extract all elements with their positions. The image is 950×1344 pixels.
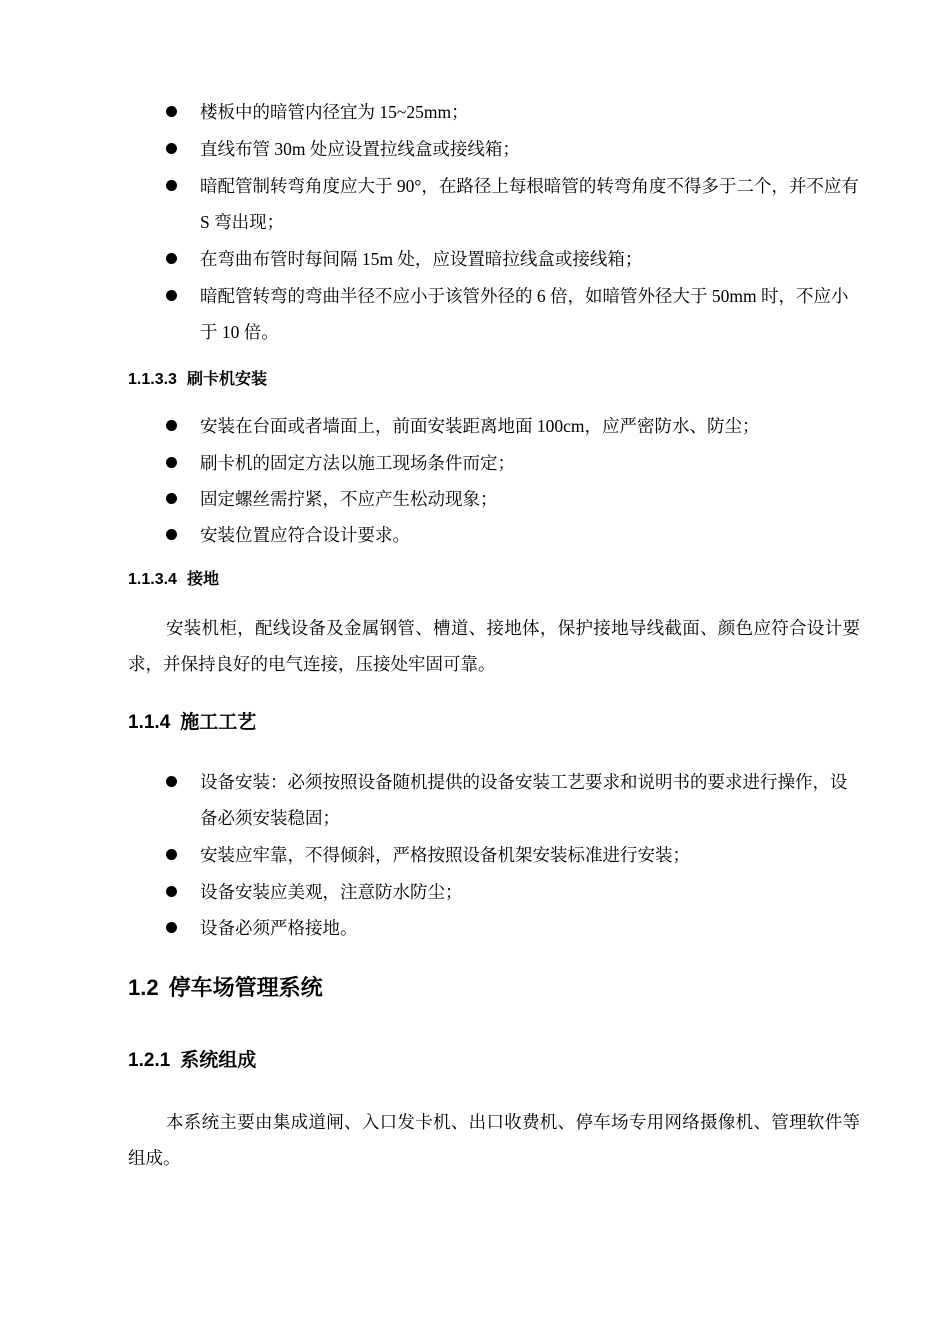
bullet-icon: [166, 886, 177, 897]
section-number: 1.1.3.3: [128, 371, 177, 388]
section-title: 停车场管理系统: [168, 975, 323, 1000]
section-number: 1.1.4: [128, 712, 171, 733]
list-item: [162, 481, 862, 517]
paragraph-grounding: 安装机柜，配线设备及金属钢管、槽道、接地体，保护接地导线截面、颜色应符合设计要求，并保持良好的电气连接，压接处牢固可靠。: [128, 618, 860, 674]
list-item: [162, 94, 862, 130]
bullet-icon: [166, 106, 177, 117]
section-title: 系统组成: [180, 1050, 257, 1071]
section-heading-1134: [128, 568, 219, 592]
bullet-icon: [166, 457, 177, 468]
section-title: 刷卡机安装: [186, 371, 267, 388]
bullet-icon: [166, 420, 177, 431]
section-title: 接地: [186, 571, 219, 588]
list-item-text: 直线布管 30m 处应设置拉线盒或接线箱；: [200, 139, 520, 159]
list-item-text: 在弯曲布管时每间隔 15m 处，应设置暗拉线盒或接线箱；: [200, 249, 643, 269]
list-item: [162, 874, 862, 910]
list-item: [162, 445, 862, 481]
list-item-text: 安装应牢靠，不得倾斜，严格按照设备机架安装标准进行安装；: [200, 845, 690, 865]
section-heading-1133: [128, 368, 267, 392]
list-item: [162, 168, 862, 240]
section-heading-114: [128, 709, 256, 737]
list-item: [162, 241, 862, 277]
section-title: 施工工艺: [180, 712, 257, 733]
list-item-text: 楼板中的暗管内径宜为 15~25mm；: [200, 102, 469, 122]
list-item-text: 暗配管制转弯角度应大于 90°，在路径上每根暗管的转弯角度不得多于二个，并不应有 S 弯出现；: [200, 176, 859, 232]
bullet-icon: [166, 776, 177, 787]
list-item-text: 设备必须严格接地。: [200, 918, 358, 938]
list-item-text: 固定螺丝需拧紧，不应产生松动现象；: [200, 489, 498, 509]
bullet-icon: [166, 290, 177, 301]
list-item: [162, 837, 862, 873]
list-item-text: 设备安装：必须按照设备随机提供的设备安装工艺要求和说明书的要求进行操作，设备必须安装稳固；: [200, 772, 848, 828]
section-number: 1.2.1: [128, 1050, 171, 1071]
bullet-icon: [166, 180, 177, 191]
list-item-text: 安装位置应符合设计要求。: [200, 525, 410, 545]
list-item: [162, 278, 862, 350]
list-item: [162, 910, 862, 946]
bullet-icon: [166, 253, 177, 264]
list-item-text: 刷卡机的固定方法以施工现场条件而定；: [200, 453, 515, 473]
bullet-icon: [166, 849, 177, 860]
list-item-text: 设备安装应美观，注意防水防尘；: [200, 882, 463, 902]
bullet-icon: [166, 922, 177, 933]
section-number: 1.1.3.4: [128, 571, 177, 588]
list-item: [162, 517, 862, 553]
section-heading-121: [128, 1047, 256, 1075]
list-item: [162, 764, 862, 836]
list-item-text: 暗配管转弯的弯曲半径不应小于该管外径的 6 倍，如暗管外径大于 50mm 时，不应小于 10 倍。: [200, 286, 849, 342]
list-item-text: 安装在台面或者墙面上，前面安装距离地面 100cm，应严密防水、防尘；: [200, 416, 760, 436]
paragraph-system: 本系统主要由集成道闸、入口发卡机、出口收费机、停车场专用网络摄像机、管理软件等组成。: [128, 1112, 860, 1168]
list-item: [162, 131, 862, 167]
bullet-icon: [166, 143, 177, 154]
bullet-icon: [166, 493, 177, 504]
list-item: [162, 408, 862, 444]
bullet-icon: [166, 529, 177, 540]
section-heading-12: [128, 972, 323, 1004]
section-number: 1.2: [128, 975, 159, 1000]
